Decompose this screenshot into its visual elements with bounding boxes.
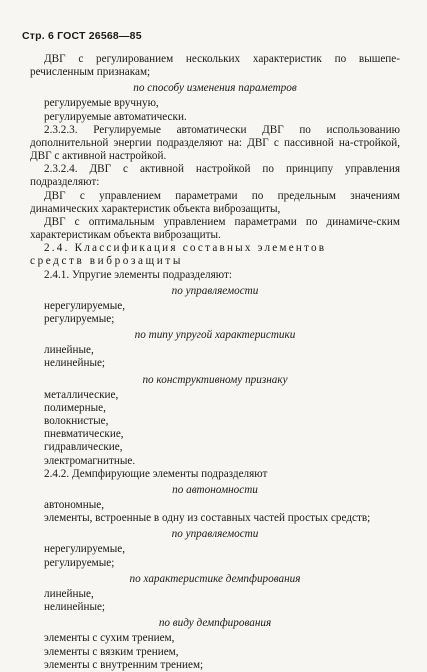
list-line: волокнистые,	[44, 415, 109, 428]
section-subheading: по характеристике демпфирования	[129, 572, 301, 585]
list-line: электромагнитные.	[44, 454, 136, 467]
list-line: нелинейные;	[44, 357, 106, 370]
section-subheading: по управляемости	[171, 528, 259, 541]
list-line: автономные,	[44, 499, 105, 511]
list-line: полимерные,	[44, 401, 106, 414]
list-line: 2.4.1. Упругие элементы подразделяют:	[44, 268, 232, 281]
section-subheading: по управляемости	[171, 284, 259, 297]
paragraph: элементы, встроенные в одну из составных частей простых средств;	[44, 512, 371, 525]
list-line: пневматические,	[44, 428, 124, 441]
classification-heading: 2.4. Классификация составных элементов	[44, 242, 327, 255]
paragraph: ДВГ с оптимальным управлением параметрами по динамиче-ским характеристикам объекта виброзащиты.	[30, 215, 400, 242]
paragraph: ДВГ с регулированием нескольких характеристик по вышепе-речисленным признакам;	[30, 53, 400, 79]
list-line: нерегулируемые,	[44, 299, 125, 312]
list-line: металлические,	[44, 388, 119, 401]
list-line: элементы с внутренним трением;	[44, 658, 204, 671]
list-line: элементы с сухим трением,	[44, 632, 175, 645]
list-line: регулируемые автоматически.	[44, 110, 187, 123]
list-line: регулируемые вручную,	[44, 97, 159, 110]
section-subheading: по виду демпфирования	[158, 617, 272, 630]
list-line: нелинейные;	[44, 601, 106, 614]
list-line: нерегулируемые,	[44, 543, 125, 556]
page-header: Стр. 6 ГОСТ 26568—85	[22, 30, 142, 42]
document-body	[30, 53, 400, 672]
classification-heading-cont: средств виброзащиты	[30, 255, 183, 268]
list-line: линейные,	[44, 344, 94, 357]
list-line: регулируемые;	[44, 312, 115, 325]
list-line: гидравлические,	[44, 441, 123, 454]
list-line: линейные,	[44, 587, 94, 600]
paragraph: ДВГ с управлением параметрами по предельным значениям динамических характеристик объекта виброзащиты,	[30, 189, 400, 215]
list-line: элементы с вязким трением,	[44, 645, 179, 658]
section-subheading: по способу изменения параметров	[133, 82, 297, 95]
paragraph: 2.3.2.4. ДВГ с активной настройкой по принципу управления подразделяют:	[30, 163, 400, 189]
section-subheading: по типу упругой характеристики	[134, 329, 296, 342]
section-subheading: по конструктивному признаку	[142, 373, 288, 386]
section-subheading: по автономности	[172, 483, 258, 496]
list-line: 2.4.2. Демпфирующие элементы подразделяют	[44, 467, 268, 480]
paragraph: 2.3.2.3. Регулируемые автоматически ДВГ по использованию дополнительной энергии подразделяют на: ДВГ с пассивной на-стройкой, ДВГ с активной настройкой.	[30, 123, 400, 163]
list-line: регулируемые;	[44, 556, 115, 569]
